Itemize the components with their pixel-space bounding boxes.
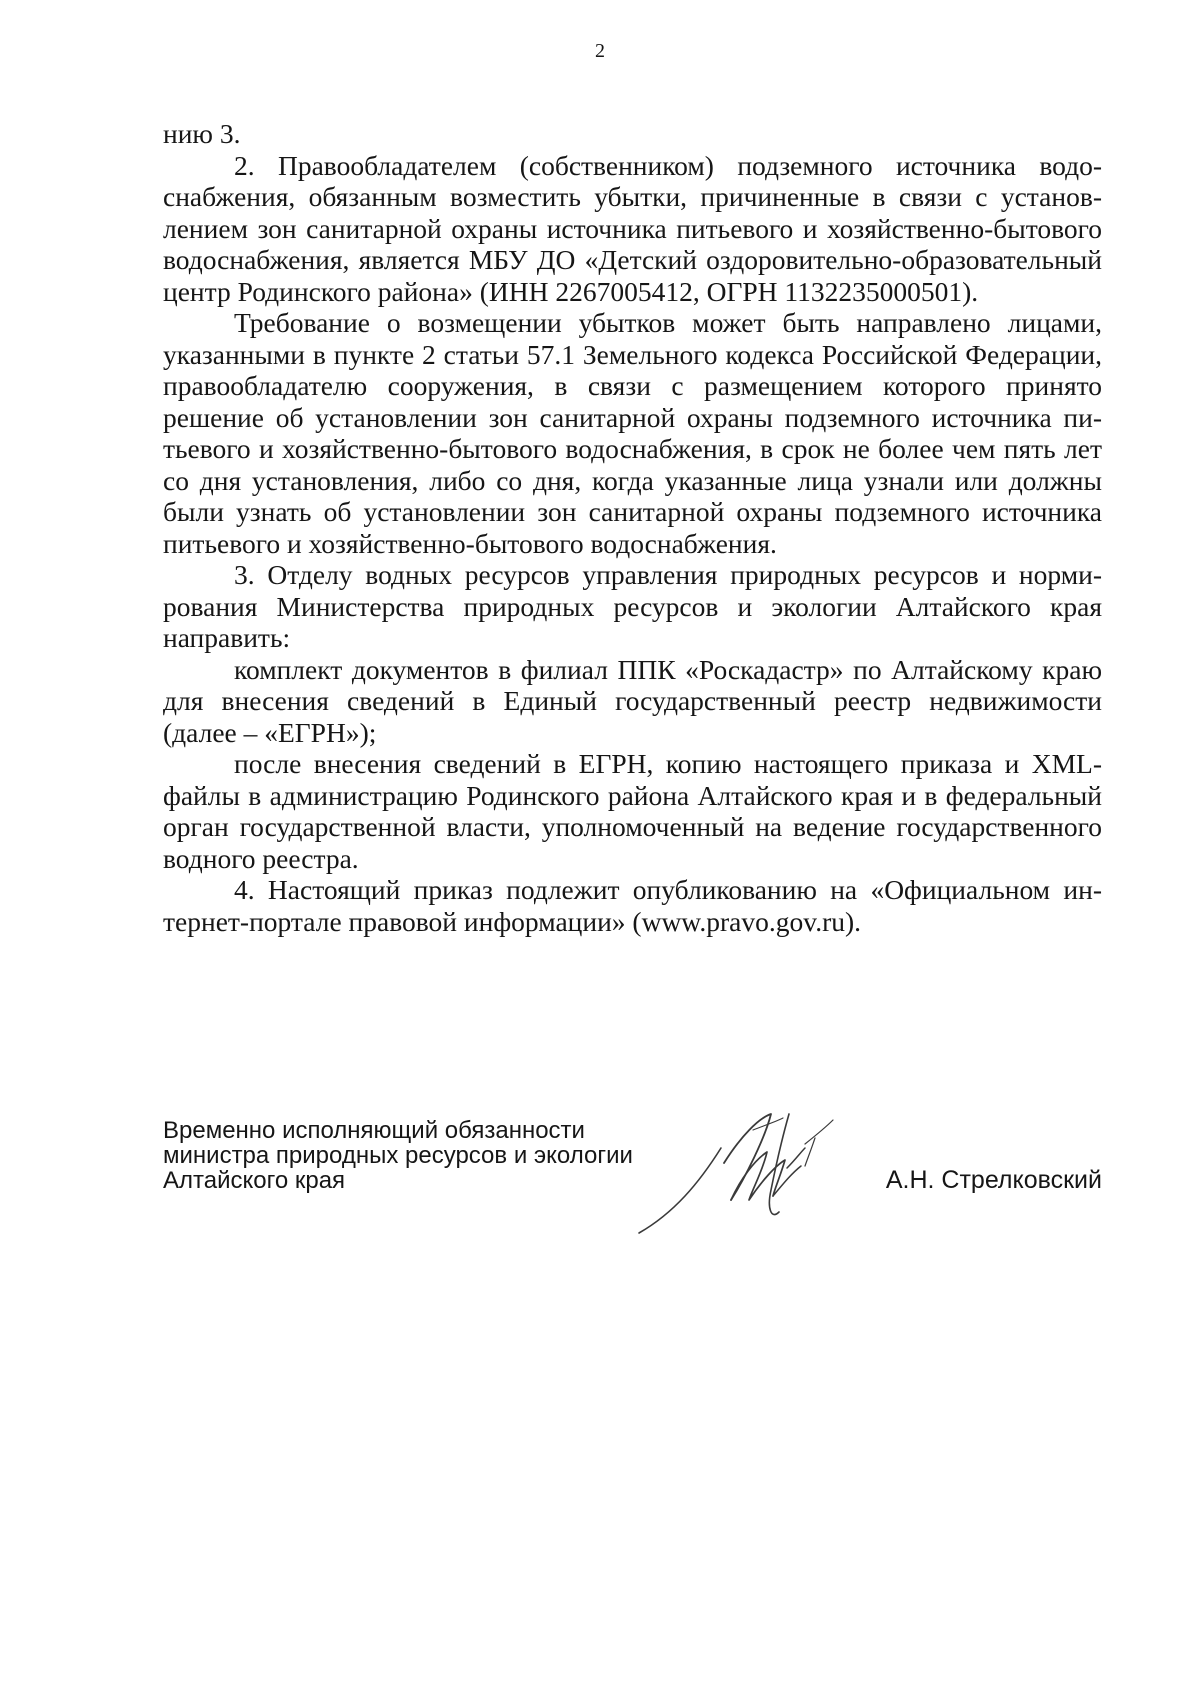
paragraph-damages-claim: Требование о возмещении убытков может быть направлено лицами, указанными в пункте 2 статьи 57.1 Земельного кодекса Российской Федерации, правообладателю сооружения, в связи с размещением которого принято решение об установлении зон санитарной охраны подземного источника питьевого и хозяйственно-бытового водоснабжения, в срок не более чем пять лет со дня установления, либо со дня, когда указанные лица узнали или должны были узнать об установлении зон санитарной охраны подземного источника питьевого и хозяйственно-бытового водоснабжения. (163, 307, 1102, 559)
paragraph-after-egrn: после внесения сведений в ЕГРН, копию настоящего приказа и XML-файлы в администрацию Родинского района Алтайского края и в федеральный орган государственной власти, уполномоченный на ведение государственного водного реестра. (163, 748, 1102, 874)
paragraph-item-2: 2. Правообладателем (собственником) подземного источника водоснабжения, обязанным возместить убытки, причиненные в связи с установлением зон санитарной охраны источника питьевого и хозяйственно-бытового водоснабжения, является МБУ ДО «Детский оздоровительно-образовательный центр Родинского района» (ИНН 2267005412, ОГРН 1132235000501). (163, 149, 1102, 307)
signer-position-line: Алтайского края (163, 1167, 346, 1194)
signer-position (163, 1118, 633, 1193)
page-number: 2 (595, 40, 605, 62)
paragraph-item-4: 4. Настоящий приказ подлежит опубликованию на «Официальном интернет-портале правовой информации» (www.pravo.gov.ru). (163, 874, 1102, 937)
handwritten-signature-icon (629, 1108, 839, 1248)
paragraph-continuation: нию 3. (163, 118, 241, 149)
paragraph-item-3: 3. Отделу водных ресурсов управления природных ресурсов и нормирования Министерства природных ресурсов и экологии Алтайского края направить: (163, 559, 1102, 653)
document-body (163, 118, 1102, 937)
paragraph-documents-kit: комплект документов в филиал ППК «Роскадастр» по Алтайскому краю для внесения сведений в Единый государственный реестр недвижимости (далее – «ЕГРН»); (163, 653, 1102, 748)
signer-position-line: министра природных ресурсов и экологии (163, 1142, 633, 1169)
signer-position-line: Временно исполняющий обязанности (163, 1117, 585, 1144)
signer-name: А.Н. Стрелковский (885, 1166, 1102, 1194)
signature-block (163, 1118, 1102, 1258)
